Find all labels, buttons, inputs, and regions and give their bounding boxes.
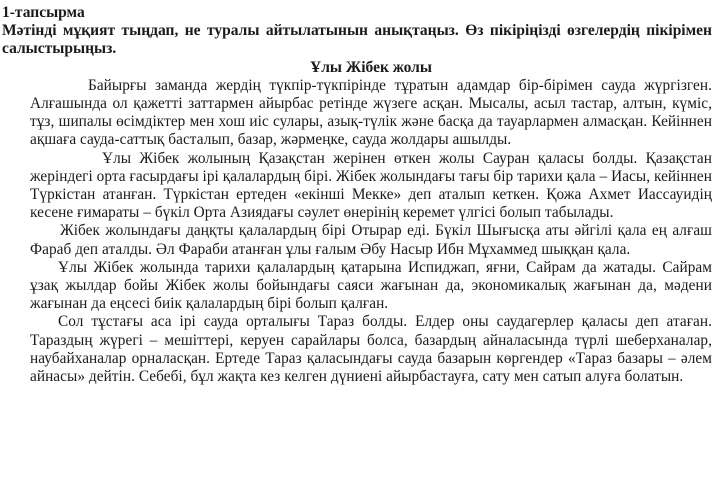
- task-instruction: Мәтінді мұқият тыңдап, не туралы айтылатынын анықтаңыз. Өз пікіріңізді өзгелердің пікірімен салыстырыңыз.: [2, 22, 712, 58]
- paragraph-taraz: Сол тұстағы аса ірі сауда орталығы Тараз болды. Елдер оны саудагерлер қаласы деп атаған. Тараздың жүрегі – мешіттері, керуен сарайлары болса, базардың айналасында түрлі шеберханалар, наубайханалар орналасқан. Ертеде Тараз қаласындағы сауда базарын көргендер «Тараз базары – әлем айнасы» дейтін. Себебі, бұл жақта кез келген дүниені айырбастауға, сату мен сатып алуға болатын.: [30, 313, 712, 386]
- paragraph-sairam: Ұлы Жібек жолында тарихи қалалардың қатарына Испиджап, яғни, Сайрам да жатады. Сайрам ұзақ жылдар бойы Жібек жолы бойындағы саяси жағынан да, экономикалық жағынан да, мәдени жағынан да еңсесі биік қалалардың бірі болып қалған.: [30, 258, 712, 313]
- task-number: 1-тапсырма: [2, 4, 85, 21]
- paragraph-sauran-turkistan: Ұлы Жібек жолының Қазақстан жерінен өткен жолы Сауран қаласы болды. Қазақстан жеріндегі орта ғасырдағы ірі қалалардың бірі. Жібек жолындағы тағы бір тарихи қала – Иасы, кейіннен Түркістан атанған. Түркістан ертеден «екінші Мекке» деп аталып кеткен. Қожа Ахмет Иассауидің кесене ғимараты – бүкіл Орта Азиядағы сәулет өнерінің керемет үлгісі болып табылады.: [30, 149, 712, 222]
- paragraph-otrar: Жібек жолындағы даңқты қалалардың бірі Отырар еді. Бүкіл Шығысқа аты әйгілі қала ең алғаш Фараб деп аталды. Әл Фараби атанған ұлы ғалым Әбу Насыр Ибн Мұхаммед шыққан қала.: [30, 222, 712, 258]
- text-title: Ұлы Жібек жолы: [310, 58, 432, 76]
- paragraph-trade-history: Байырғы заманда жердің түкпір-түкпірінде тұратын адамдар бір-бірімен сауда жүргізген. Алғашында ол қажетті заттармен айырбас ретінде жүзеге асқан. Мысалы, асыл тастар, алтын, күміс, тұз, шипалы өсімдіктер мен хош иіс сулары, азық-түлік және басқа да тауарлармен алмасқан. Кейіннен ақшаға сауда-саттық басталып, базар, жәрмеңке, сауда жолдары ашылды.: [30, 76, 712, 149]
